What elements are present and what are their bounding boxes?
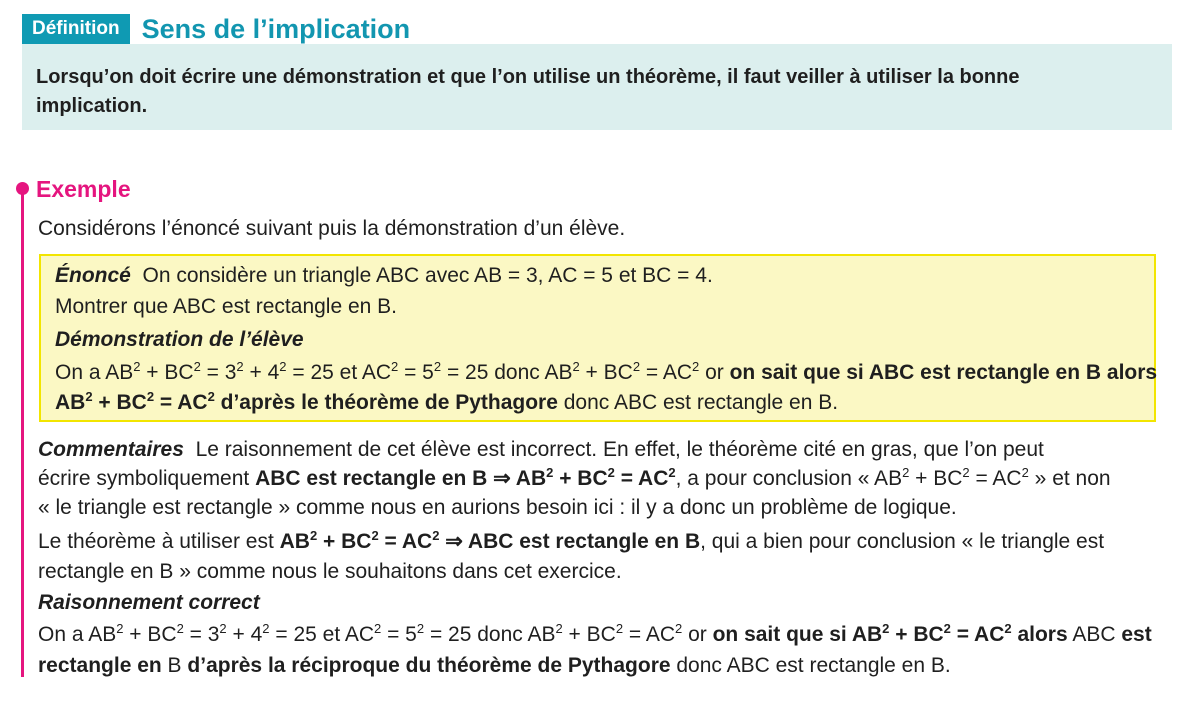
statement-box [39,254,1156,422]
example-bullet-icon [16,182,29,195]
comment-text: Le raisonnement de cet élève est incorrect. En effet, le théorème cité en gras, que l’on peut [195,438,1044,461]
comment-line-3: « le triangle est rectangle » comme nous en aurions besoin ici : il y a donc un problème de logique. [38,496,957,519]
demo-label: Démonstration de l’élève [55,328,304,351]
definition-title: Sens de l’implication [141,13,411,44]
comment-line-5: rectangle en B » comme nous le souhaitons dans cet exercice. [38,560,622,583]
demo-line-1: On a $AB^2 + BC^2 = 3^2 + 4^2 = 25$ et $AC^2 = 5^2 = 25$ donc $AB^2 + BC^2 = AC^2$ or on sait que si ABC est rectangle en B alors [55,359,1158,384]
enonce-label: Énoncé [55,264,131,287]
comment-line-2: écrire symboliquement ABC est rectangle en B ⇒ $AB^2 + BC^2 = AC^2$, a pour conclusion « $AB^2 + BC^2 = AC^2$ » et non [38,465,1111,490]
correct-line-2: rectangle en B d’après la réciproque du théorème de Pythagore donc ABC est rectangle en B. [38,654,951,677]
comment-label: Commentaires [38,438,184,461]
enonce-text: On considère un triangle ABC avec AB = 3, AC = 5 et BC = 4. [142,264,713,287]
definition-header [22,12,410,46]
demo-line-2: $AB^2 + BC^2 = AC^2$ d’après le théorème de Pythagore donc ABC est rectangle en B. [55,389,839,414]
example-title: Exemple [36,176,131,202]
example-margin-line [21,187,24,677]
definition-badge: Définition [22,14,130,44]
statement-line [55,261,713,291]
enonce-line-2: Montrer que ABC est rectangle en B. [55,295,398,318]
correct-line-1: On a $AB^2 + BC^2 = 3^2 + 4^2 = 25$ et $AC^2 = 5^2 = 25$ donc $AB^2 + BC^2 = AC^2$ or on sait que si $AB^2 + BC^2 = AC^2$ alors ABC est [38,621,1152,646]
definition-line-1: Lorsqu’on doit écrire une démonstration et que l’on utilise un théorème, il faut veiller à utiliser la bonne [36,66,1020,88]
example-intro: Considérons l’énoncé suivant puis la démonstration d’un élève. [38,217,626,240]
comment-line-1 [38,435,1044,465]
definition-box [22,44,1172,130]
correct-label: Raisonnement correct [38,591,260,614]
comment-line-4: Le théorème à utiliser est $AB^2 + BC^2 = AC^2$ ⇒ ABC est rectangle en B, qui a bien pour conclusion « le triangle est [38,528,1105,553]
definition-line-2: implication. [36,95,148,117]
